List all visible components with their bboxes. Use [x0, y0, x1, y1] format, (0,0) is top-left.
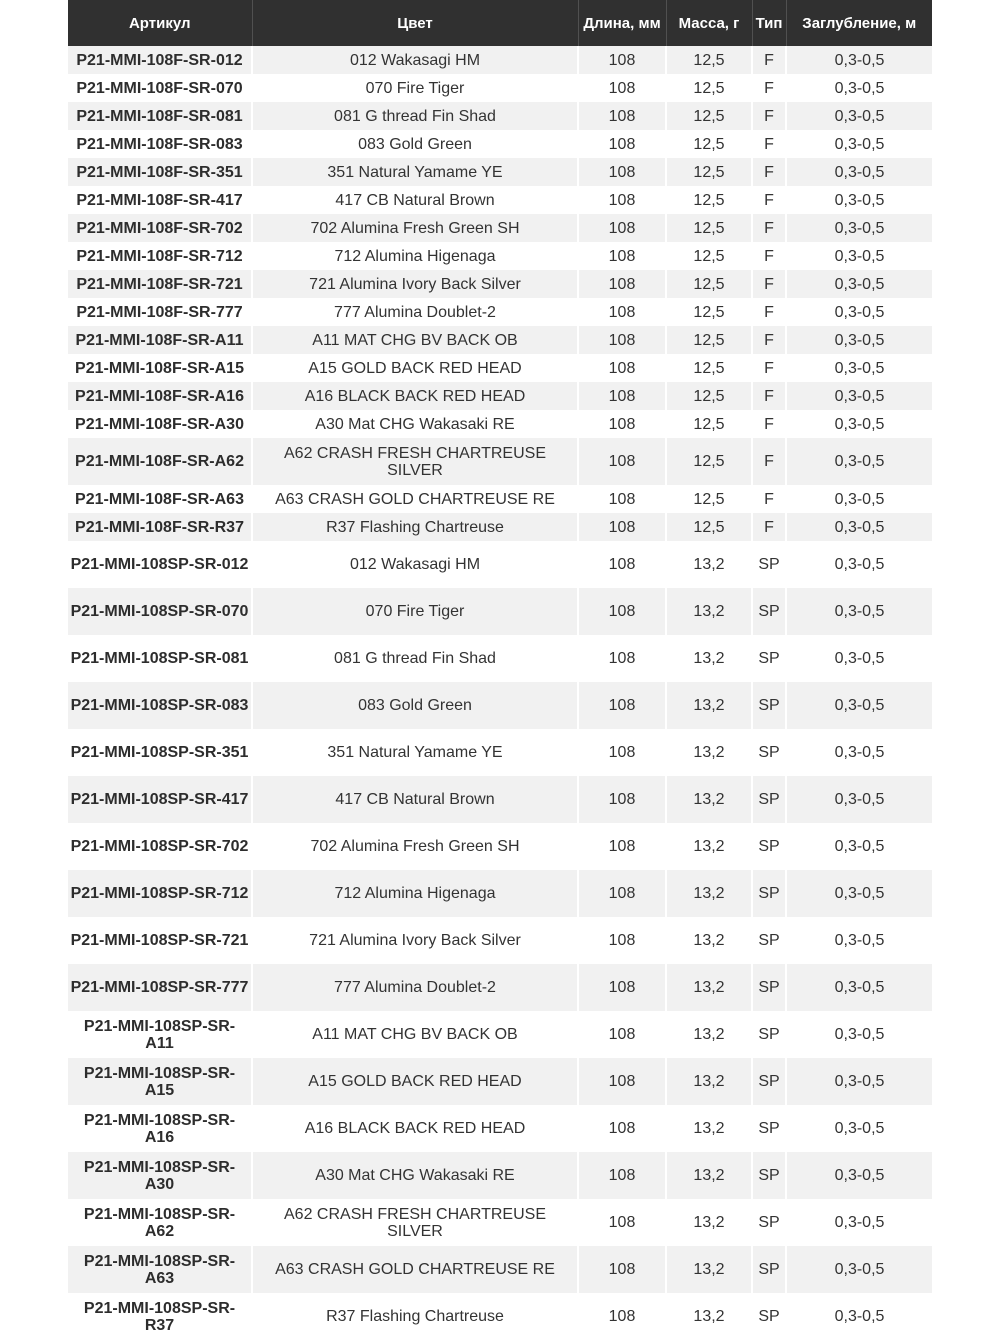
- cell-article: P21-MMI-108F-SR-351: [68, 158, 252, 186]
- cell-color: A30 Mat CHG Wakasaki RE: [252, 1152, 578, 1199]
- cell-depth: 0,3-0,5: [786, 917, 932, 964]
- cell-article: P21-MMI-108F-SR-A11: [68, 326, 252, 354]
- cell-depth: 0,3-0,5: [786, 382, 932, 410]
- table-row: [68, 917, 932, 964]
- table-row: [68, 158, 932, 186]
- cell-article: P21-MMI-108F-SR-A62: [68, 438, 252, 485]
- cell-length: 108: [578, 485, 666, 513]
- cell-mass: 13,2: [666, 682, 752, 729]
- table-row: [68, 682, 932, 729]
- table-row: [68, 541, 932, 588]
- cell-length: 108: [578, 513, 666, 541]
- cell-article: P21-MMI-108F-SR-A15: [68, 354, 252, 382]
- table-row: [68, 1246, 932, 1293]
- cell-depth: 0,3-0,5: [786, 870, 932, 917]
- cell-length: 108: [578, 354, 666, 382]
- cell-length: 108: [578, 917, 666, 964]
- cell-color: A62 CRASH FRESH CHARTREUSE SILVER: [252, 1199, 578, 1246]
- cell-mass: 13,2: [666, 1293, 752, 1340]
- cell-length: 108: [578, 186, 666, 214]
- cell-depth: 0,3-0,5: [786, 74, 932, 102]
- cell-mass: 12,5: [666, 298, 752, 326]
- cell-depth: 0,3-0,5: [786, 964, 932, 1011]
- table-row: [68, 823, 932, 870]
- cell-color: 712 Alumina Higenaga: [252, 870, 578, 917]
- table-row: [68, 186, 932, 214]
- table-row: [68, 242, 932, 270]
- cell-color: A15 GOLD BACK RED HEAD: [252, 1058, 578, 1105]
- cell-article: P21-MMI-108F-SR-012: [68, 46, 252, 74]
- cell-color: A11 MAT CHG BV BACK OB: [252, 326, 578, 354]
- cell-type: F: [752, 130, 786, 158]
- cell-mass: 13,2: [666, 1246, 752, 1293]
- cell-depth: 0,3-0,5: [786, 776, 932, 823]
- cell-mass: 13,2: [666, 1058, 752, 1105]
- cell-length: 108: [578, 382, 666, 410]
- cell-type: F: [752, 485, 786, 513]
- cell-depth: 0,3-0,5: [786, 1199, 932, 1246]
- cell-article: P21-MMI-108SP-SR-A11: [68, 1011, 252, 1058]
- cell-color: A16 BLACK BACK RED HEAD: [252, 382, 578, 410]
- table-row: [68, 1105, 932, 1152]
- cell-mass: 13,2: [666, 870, 752, 917]
- cell-mass: 13,2: [666, 964, 752, 1011]
- cell-length: 108: [578, 242, 666, 270]
- cell-length: 108: [578, 46, 666, 74]
- cell-mass: 12,5: [666, 74, 752, 102]
- cell-color: 070 Fire Tiger: [252, 74, 578, 102]
- cell-article: P21-MMI-108SP-SR-A16: [68, 1105, 252, 1152]
- cell-color: 083 Gold Green: [252, 130, 578, 158]
- cell-length: 108: [578, 588, 666, 635]
- cell-color: A11 MAT CHG BV BACK OB: [252, 1011, 578, 1058]
- cell-article: P21-MMI-108SP-SR-351: [68, 729, 252, 776]
- cell-length: 108: [578, 1246, 666, 1293]
- cell-color: A62 CRASH FRESH CHARTREUSE SILVER: [252, 438, 578, 485]
- cell-type: SP: [752, 917, 786, 964]
- cell-color: A63 CRASH GOLD CHARTREUSE RE: [252, 1246, 578, 1293]
- cell-depth: 0,3-0,5: [786, 1105, 932, 1152]
- table-row: [68, 326, 932, 354]
- cell-depth: 0,3-0,5: [786, 242, 932, 270]
- cell-depth: 0,3-0,5: [786, 46, 932, 74]
- cell-color: 351 Natural Yamame YE: [252, 158, 578, 186]
- cell-depth: 0,3-0,5: [786, 485, 932, 513]
- cell-depth: 0,3-0,5: [786, 354, 932, 382]
- cell-depth: 0,3-0,5: [786, 410, 932, 438]
- cell-type: F: [752, 214, 786, 242]
- table-row: [68, 382, 932, 410]
- cell-mass: 12,5: [666, 130, 752, 158]
- cell-depth: 0,3-0,5: [786, 326, 932, 354]
- cell-length: 108: [578, 1105, 666, 1152]
- cell-depth: 0,3-0,5: [786, 823, 932, 870]
- cell-type: SP: [752, 588, 786, 635]
- cell-mass: 12,5: [666, 242, 752, 270]
- cell-length: 108: [578, 410, 666, 438]
- cell-type: F: [752, 382, 786, 410]
- cell-color: A15 GOLD BACK RED HEAD: [252, 354, 578, 382]
- table-row: [68, 298, 932, 326]
- cell-mass: 12,5: [666, 46, 752, 74]
- cell-color: 417 CB Natural Brown: [252, 186, 578, 214]
- cell-color: A30 Mat CHG Wakasaki RE: [252, 410, 578, 438]
- cell-mass: 12,5: [666, 513, 752, 541]
- table-row: [68, 776, 932, 823]
- cell-mass: 13,2: [666, 1011, 752, 1058]
- table-row: [68, 964, 932, 1011]
- cell-length: 108: [578, 102, 666, 130]
- cell-color: 777 Alumina Doublet-2: [252, 298, 578, 326]
- table-row: [68, 513, 932, 541]
- table-row: [68, 1011, 932, 1058]
- cell-color: 081 G thread Fin Shad: [252, 102, 578, 130]
- cell-length: 108: [578, 635, 666, 682]
- cell-type: SP: [752, 682, 786, 729]
- cell-depth: 0,3-0,5: [786, 1293, 932, 1340]
- table-row: [68, 354, 932, 382]
- cell-type: F: [752, 46, 786, 74]
- table-row: [68, 635, 932, 682]
- cell-mass: 12,5: [666, 410, 752, 438]
- cell-depth: 0,3-0,5: [786, 541, 932, 588]
- cell-depth: 0,3-0,5: [786, 438, 932, 485]
- cell-color: 083 Gold Green: [252, 682, 578, 729]
- table-row: [68, 46, 932, 74]
- cell-article: P21-MMI-108F-SR-777: [68, 298, 252, 326]
- cell-color: 081 G thread Fin Shad: [252, 635, 578, 682]
- cell-type: F: [752, 326, 786, 354]
- cell-article: P21-MMI-108SP-SR-417: [68, 776, 252, 823]
- cell-mass: 12,5: [666, 186, 752, 214]
- cell-article: P21-MMI-108SP-SR-081: [68, 635, 252, 682]
- cell-color: 777 Alumina Doublet-2: [252, 964, 578, 1011]
- cell-type: F: [752, 513, 786, 541]
- cell-mass: 13,2: [666, 776, 752, 823]
- table-row: [68, 1058, 932, 1105]
- cell-mass: 13,2: [666, 541, 752, 588]
- cell-type: SP: [752, 1199, 786, 1246]
- cell-length: 108: [578, 438, 666, 485]
- cell-depth: 0,3-0,5: [786, 682, 932, 729]
- table-row: [68, 214, 932, 242]
- cell-article: P21-MMI-108F-SR-A16: [68, 382, 252, 410]
- cell-depth: 0,3-0,5: [786, 635, 932, 682]
- cell-type: SP: [752, 1011, 786, 1058]
- cell-mass: 13,2: [666, 823, 752, 870]
- table-body: [68, 46, 932, 1340]
- header-color: Цвет: [252, 0, 578, 46]
- table-row: [68, 270, 932, 298]
- cell-depth: 0,3-0,5: [786, 186, 932, 214]
- table-row: [68, 74, 932, 102]
- cell-type: SP: [752, 1293, 786, 1340]
- cell-article: P21-MMI-108SP-SR-721: [68, 917, 252, 964]
- cell-color: 012 Wakasagi HM: [252, 541, 578, 588]
- header-row: [68, 0, 932, 46]
- cell-article: P21-MMI-108SP-SR-777: [68, 964, 252, 1011]
- cell-depth: 0,3-0,5: [786, 270, 932, 298]
- cell-article: P21-MMI-108F-SR-081: [68, 102, 252, 130]
- table-row: [68, 130, 932, 158]
- cell-mass: 13,2: [666, 588, 752, 635]
- cell-color: 417 CB Natural Brown: [252, 776, 578, 823]
- cell-mass: 12,5: [666, 438, 752, 485]
- cell-article: P21-MMI-108F-SR-R37: [68, 513, 252, 541]
- table-row: [68, 1199, 932, 1246]
- cell-type: SP: [752, 1058, 786, 1105]
- cell-article: P21-MMI-108SP-SR-012: [68, 541, 252, 588]
- cell-type: F: [752, 438, 786, 485]
- cell-color: A63 CRASH GOLD CHARTREUSE RE: [252, 485, 578, 513]
- cell-color: 012 Wakasagi HM: [252, 46, 578, 74]
- cell-mass: 12,5: [666, 102, 752, 130]
- cell-type: F: [752, 410, 786, 438]
- cell-length: 108: [578, 130, 666, 158]
- cell-article: P21-MMI-108F-SR-702: [68, 214, 252, 242]
- cell-type: SP: [752, 964, 786, 1011]
- cell-length: 108: [578, 74, 666, 102]
- cell-type: SP: [752, 635, 786, 682]
- cell-depth: 0,3-0,5: [786, 729, 932, 776]
- cell-type: SP: [752, 1152, 786, 1199]
- cell-length: 108: [578, 326, 666, 354]
- cell-length: 108: [578, 1199, 666, 1246]
- cell-mass: 13,2: [666, 1105, 752, 1152]
- cell-depth: 0,3-0,5: [786, 1058, 932, 1105]
- cell-article: P21-MMI-108SP-SR-A30: [68, 1152, 252, 1199]
- cell-color: 702 Alumina Fresh Green SH: [252, 823, 578, 870]
- header-article: Артикул: [68, 0, 252, 46]
- product-table: [68, 0, 932, 1340]
- cell-length: 108: [578, 870, 666, 917]
- cell-type: F: [752, 74, 786, 102]
- cell-type: SP: [752, 729, 786, 776]
- cell-length: 108: [578, 270, 666, 298]
- cell-type: SP: [752, 776, 786, 823]
- cell-mass: 12,5: [666, 214, 752, 242]
- cell-article: P21-MMI-108SP-SR-070: [68, 588, 252, 635]
- cell-depth: 0,3-0,5: [786, 588, 932, 635]
- table-row: [68, 1152, 932, 1199]
- header-mass: Масса, г: [666, 0, 752, 46]
- cell-article: P21-MMI-108F-SR-417: [68, 186, 252, 214]
- cell-length: 108: [578, 1011, 666, 1058]
- table-row: [68, 102, 932, 130]
- cell-article: P21-MMI-108SP-SR-A15: [68, 1058, 252, 1105]
- cell-mass: 13,2: [666, 1199, 752, 1246]
- cell-mass: 13,2: [666, 729, 752, 776]
- cell-type: F: [752, 102, 786, 130]
- cell-depth: 0,3-0,5: [786, 214, 932, 242]
- cell-type: SP: [752, 823, 786, 870]
- cell-color: R37 Flashing Chartreuse: [252, 1293, 578, 1340]
- cell-article: P21-MMI-108SP-SR-083: [68, 682, 252, 729]
- cell-article: P21-MMI-108SP-SR-R37: [68, 1293, 252, 1340]
- cell-mass: 12,5: [666, 158, 752, 186]
- cell-type: SP: [752, 1246, 786, 1293]
- cell-color: 070 Fire Tiger: [252, 588, 578, 635]
- cell-length: 108: [578, 964, 666, 1011]
- cell-article: P21-MMI-108F-SR-083: [68, 130, 252, 158]
- cell-length: 108: [578, 214, 666, 242]
- cell-mass: 12,5: [666, 354, 752, 382]
- cell-color: R37 Flashing Chartreuse: [252, 513, 578, 541]
- cell-article: P21-MMI-108F-SR-A63: [68, 485, 252, 513]
- cell-type: SP: [752, 870, 786, 917]
- cell-mass: 12,5: [666, 270, 752, 298]
- cell-article: P21-MMI-108SP-SR-A63: [68, 1246, 252, 1293]
- cell-depth: 0,3-0,5: [786, 102, 932, 130]
- cell-type: F: [752, 298, 786, 326]
- table-row: [68, 485, 932, 513]
- cell-depth: 0,3-0,5: [786, 130, 932, 158]
- cell-article: P21-MMI-108SP-SR-A62: [68, 1199, 252, 1246]
- cell-mass: 12,5: [666, 326, 752, 354]
- cell-length: 108: [578, 729, 666, 776]
- table-row: [68, 410, 932, 438]
- cell-type: F: [752, 270, 786, 298]
- cell-article: P21-MMI-108SP-SR-712: [68, 870, 252, 917]
- cell-length: 108: [578, 823, 666, 870]
- cell-length: 108: [578, 776, 666, 823]
- cell-depth: 0,3-0,5: [786, 1011, 932, 1058]
- cell-type: F: [752, 158, 786, 186]
- cell-depth: 0,3-0,5: [786, 158, 932, 186]
- cell-color: 351 Natural Yamame YE: [252, 729, 578, 776]
- cell-depth: 0,3-0,5: [786, 513, 932, 541]
- header-type: Тип: [752, 0, 786, 46]
- cell-mass: 12,5: [666, 382, 752, 410]
- cell-color: 721 Alumina Ivory Back Silver: [252, 917, 578, 964]
- header-length: Длина, мм: [578, 0, 666, 46]
- cell-mass: 12,5: [666, 485, 752, 513]
- cell-article: P21-MMI-108F-SR-712: [68, 242, 252, 270]
- cell-article: P21-MMI-108F-SR-721: [68, 270, 252, 298]
- cell-mass: 13,2: [666, 635, 752, 682]
- cell-length: 108: [578, 158, 666, 186]
- cell-color: 721 Alumina Ivory Back Silver: [252, 270, 578, 298]
- cell-mass: 13,2: [666, 917, 752, 964]
- cell-depth: 0,3-0,5: [786, 1246, 932, 1293]
- table-row: [68, 438, 932, 485]
- table-row: [68, 870, 932, 917]
- table-row: [68, 729, 932, 776]
- cell-color: 702 Alumina Fresh Green SH: [252, 214, 578, 242]
- cell-article: P21-MMI-108F-SR-A30: [68, 410, 252, 438]
- cell-article: P21-MMI-108F-SR-070: [68, 74, 252, 102]
- cell-type: F: [752, 242, 786, 270]
- cell-length: 108: [578, 1293, 666, 1340]
- table-row: [68, 588, 932, 635]
- cell-color: 712 Alumina Higenaga: [252, 242, 578, 270]
- cell-type: F: [752, 186, 786, 214]
- cell-length: 108: [578, 682, 666, 729]
- cell-article: P21-MMI-108SP-SR-702: [68, 823, 252, 870]
- cell-depth: 0,3-0,5: [786, 1152, 932, 1199]
- cell-length: 108: [578, 1058, 666, 1105]
- cell-color: A16 BLACK BACK RED HEAD: [252, 1105, 578, 1152]
- cell-type: SP: [752, 1105, 786, 1152]
- cell-type: F: [752, 354, 786, 382]
- cell-depth: 0,3-0,5: [786, 298, 932, 326]
- cell-type: SP: [752, 541, 786, 588]
- cell-length: 108: [578, 1152, 666, 1199]
- cell-length: 108: [578, 541, 666, 588]
- cell-mass: 13,2: [666, 1152, 752, 1199]
- cell-length: 108: [578, 298, 666, 326]
- header-depth: Заглубление, м: [786, 0, 932, 46]
